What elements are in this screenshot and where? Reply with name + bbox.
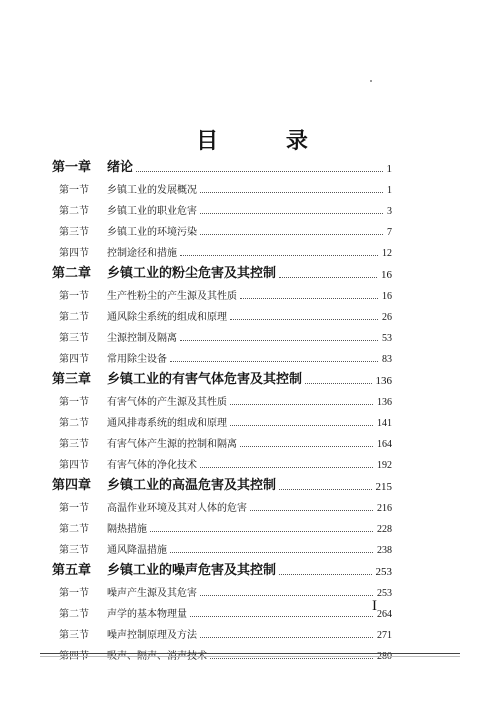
toc-label: 第三节 bbox=[59, 545, 89, 556]
toc-page-number: 1 bbox=[387, 185, 392, 196]
dot-leader bbox=[180, 339, 378, 341]
toc-title: 常用除尘设备 bbox=[107, 354, 167, 365]
toc-section-row bbox=[52, 429, 392, 450]
toc-label: 第二节 bbox=[59, 206, 89, 217]
toc-page-number: 164 bbox=[377, 439, 392, 450]
toc-title: 控制途径和措施 bbox=[107, 248, 177, 259]
toc-title: 有害气体产生源的控制和隔离 bbox=[107, 439, 237, 450]
toc-label: 第三节 bbox=[59, 439, 89, 450]
toc-label: 第二节 bbox=[59, 524, 89, 535]
dot-leader bbox=[150, 530, 373, 532]
table-of-contents bbox=[52, 153, 392, 662]
toc-section-row bbox=[52, 323, 392, 344]
toc-title: 隔热措施 bbox=[107, 524, 147, 535]
dot-leader bbox=[200, 212, 383, 214]
toc-title: 乡镇工业的职业危害 bbox=[107, 206, 197, 217]
bottom-rule bbox=[40, 653, 460, 654]
dot-leader bbox=[200, 636, 373, 638]
toc-label: 第三节 bbox=[59, 227, 89, 238]
toc-title: 有害气体的产生源及其性质 bbox=[107, 397, 227, 408]
toc-title: 吸声、隔声、消声技术 bbox=[107, 651, 207, 662]
toc-page-number: 7 bbox=[387, 227, 392, 238]
toc-label: 第一节 bbox=[59, 503, 89, 514]
toc-section-row bbox=[52, 578, 392, 599]
toc-page-number: 215 bbox=[375, 481, 392, 493]
dot-leader bbox=[180, 254, 378, 256]
toc-page-number: 16 bbox=[381, 269, 392, 281]
toc-label: 第四节 bbox=[59, 248, 89, 259]
toc-title: 生产性粉尘的产生源及其性质 bbox=[107, 291, 237, 302]
toc-label: 第三节 bbox=[59, 630, 89, 641]
toc-chapter-row bbox=[52, 365, 392, 387]
toc-label: 第四章 bbox=[52, 478, 92, 493]
toc-label: 第一节 bbox=[59, 291, 89, 302]
dot-leader bbox=[190, 615, 373, 617]
toc-label: 第一节 bbox=[59, 185, 89, 196]
toc-page-number: 228 bbox=[377, 524, 392, 535]
toc-section-row bbox=[52, 387, 392, 408]
scan-speck bbox=[370, 80, 372, 82]
toc-page-number: 253 bbox=[377, 588, 392, 599]
dot-leader bbox=[210, 657, 373, 659]
dot-leader bbox=[200, 233, 383, 235]
toc-section-row bbox=[52, 641, 392, 662]
toc-page-number: 12 bbox=[382, 248, 392, 259]
toc-page-number: 253 bbox=[375, 566, 392, 578]
toc-page-number: 26 bbox=[382, 312, 392, 323]
page-title: 目 录 bbox=[196, 129, 338, 154]
toc-label: 第一节 bbox=[59, 397, 89, 408]
toc-label: 第三节 bbox=[59, 333, 89, 344]
toc-title: 噪声控制原理及方法 bbox=[107, 630, 197, 641]
toc-title: 乡镇工业的高温危害及其控制 bbox=[107, 478, 277, 493]
toc-title: 乡镇工业的环境污染 bbox=[107, 227, 197, 238]
toc-chapter-row bbox=[52, 556, 392, 578]
dot-leader bbox=[136, 170, 382, 172]
toc-page-number: 136 bbox=[375, 375, 392, 387]
toc-title: 尘源控制及隔离 bbox=[107, 333, 177, 344]
toc-label: 第四节 bbox=[59, 354, 89, 365]
toc-title: 乡镇工业的噪声危害及其控制 bbox=[107, 563, 277, 578]
toc-label: 第二节 bbox=[59, 418, 89, 429]
dot-leader bbox=[170, 551, 373, 553]
toc-label: 第四节 bbox=[59, 460, 89, 471]
dot-leader bbox=[230, 318, 378, 320]
toc-page-number: 264 bbox=[377, 609, 392, 620]
toc-page-number: 3 bbox=[387, 206, 392, 217]
toc-section-row bbox=[52, 450, 392, 471]
toc-label: 第二节 bbox=[59, 312, 89, 323]
toc-title: 乡镇工业的发展概况 bbox=[107, 185, 197, 196]
toc-page-number: 238 bbox=[377, 545, 392, 556]
toc-label: 第三章 bbox=[52, 372, 92, 387]
toc-section-row bbox=[52, 302, 392, 323]
dot-leader bbox=[305, 382, 371, 384]
toc-section-row bbox=[52, 344, 392, 365]
toc-page-number: 53 bbox=[382, 333, 392, 344]
toc-title: 噪声产生源及其危害 bbox=[107, 588, 197, 599]
dot-leader bbox=[279, 573, 371, 575]
toc-page-number: 136 bbox=[377, 397, 392, 408]
toc-label: 第四节 bbox=[59, 651, 89, 662]
dot-leader bbox=[250, 509, 373, 511]
dot-leader bbox=[200, 466, 373, 468]
toc-title: 高温作业环境及其对人体的危害 bbox=[107, 503, 247, 514]
toc-page-number: 141 bbox=[377, 418, 392, 429]
toc-title: 乡镇工业的粉尘危害及其控制 bbox=[107, 266, 277, 281]
toc-page-number: 216 bbox=[377, 503, 392, 514]
dot-leader bbox=[200, 191, 383, 193]
toc-label: 第一节 bbox=[59, 588, 89, 599]
toc-label: 第二节 bbox=[59, 609, 89, 620]
toc-section-row bbox=[52, 196, 392, 217]
toc-section-row bbox=[52, 175, 392, 196]
toc-section-row bbox=[52, 535, 392, 556]
toc-title: 有害气体的净化技术 bbox=[107, 460, 197, 471]
toc-page-number: 16 bbox=[382, 291, 392, 302]
dot-leader bbox=[230, 424, 373, 426]
toc-section-row bbox=[52, 620, 392, 641]
toc-title: 乡镇工业的有害气体危害及其控制 bbox=[107, 372, 303, 387]
toc-section-row bbox=[52, 408, 392, 429]
toc-page-number: 280 bbox=[377, 651, 392, 662]
toc-chapter-row bbox=[52, 153, 392, 175]
toc-page-number: 83 bbox=[382, 354, 392, 365]
toc-title: 通风降温措施 bbox=[107, 545, 167, 556]
toc-chapter-row bbox=[52, 259, 392, 281]
toc-page-number: 192 bbox=[377, 460, 392, 471]
dot-leader bbox=[240, 445, 373, 447]
page-number: I bbox=[372, 598, 377, 614]
dot-leader bbox=[240, 297, 378, 299]
toc-section-row bbox=[52, 217, 392, 238]
toc-section-row bbox=[52, 281, 392, 302]
dot-leader bbox=[170, 360, 378, 362]
bottom-rule-shadow bbox=[40, 656, 460, 657]
toc-section-row bbox=[52, 599, 392, 620]
toc-page-number: 271 bbox=[377, 630, 392, 641]
toc-title: 声学的基本物理量 bbox=[107, 609, 187, 620]
toc-section-row bbox=[52, 493, 392, 514]
dot-leader bbox=[279, 276, 377, 278]
toc-label: 第二章 bbox=[52, 266, 92, 281]
toc-title: 通风排毒系统的组成和原理 bbox=[107, 418, 227, 429]
dot-leader bbox=[200, 594, 373, 596]
toc-chapter-row bbox=[52, 471, 392, 493]
toc-label: 第一章 bbox=[52, 160, 92, 175]
toc-section-row bbox=[52, 238, 392, 259]
toc-section-row bbox=[52, 514, 392, 535]
toc-page-number: 1 bbox=[386, 163, 392, 175]
toc-title: 绪论 bbox=[107, 160, 134, 175]
toc-title: 通风除尘系统的组成和原理 bbox=[107, 312, 227, 323]
dot-leader bbox=[279, 488, 371, 490]
toc-label: 第五章 bbox=[52, 563, 92, 578]
dot-leader bbox=[230, 403, 373, 405]
